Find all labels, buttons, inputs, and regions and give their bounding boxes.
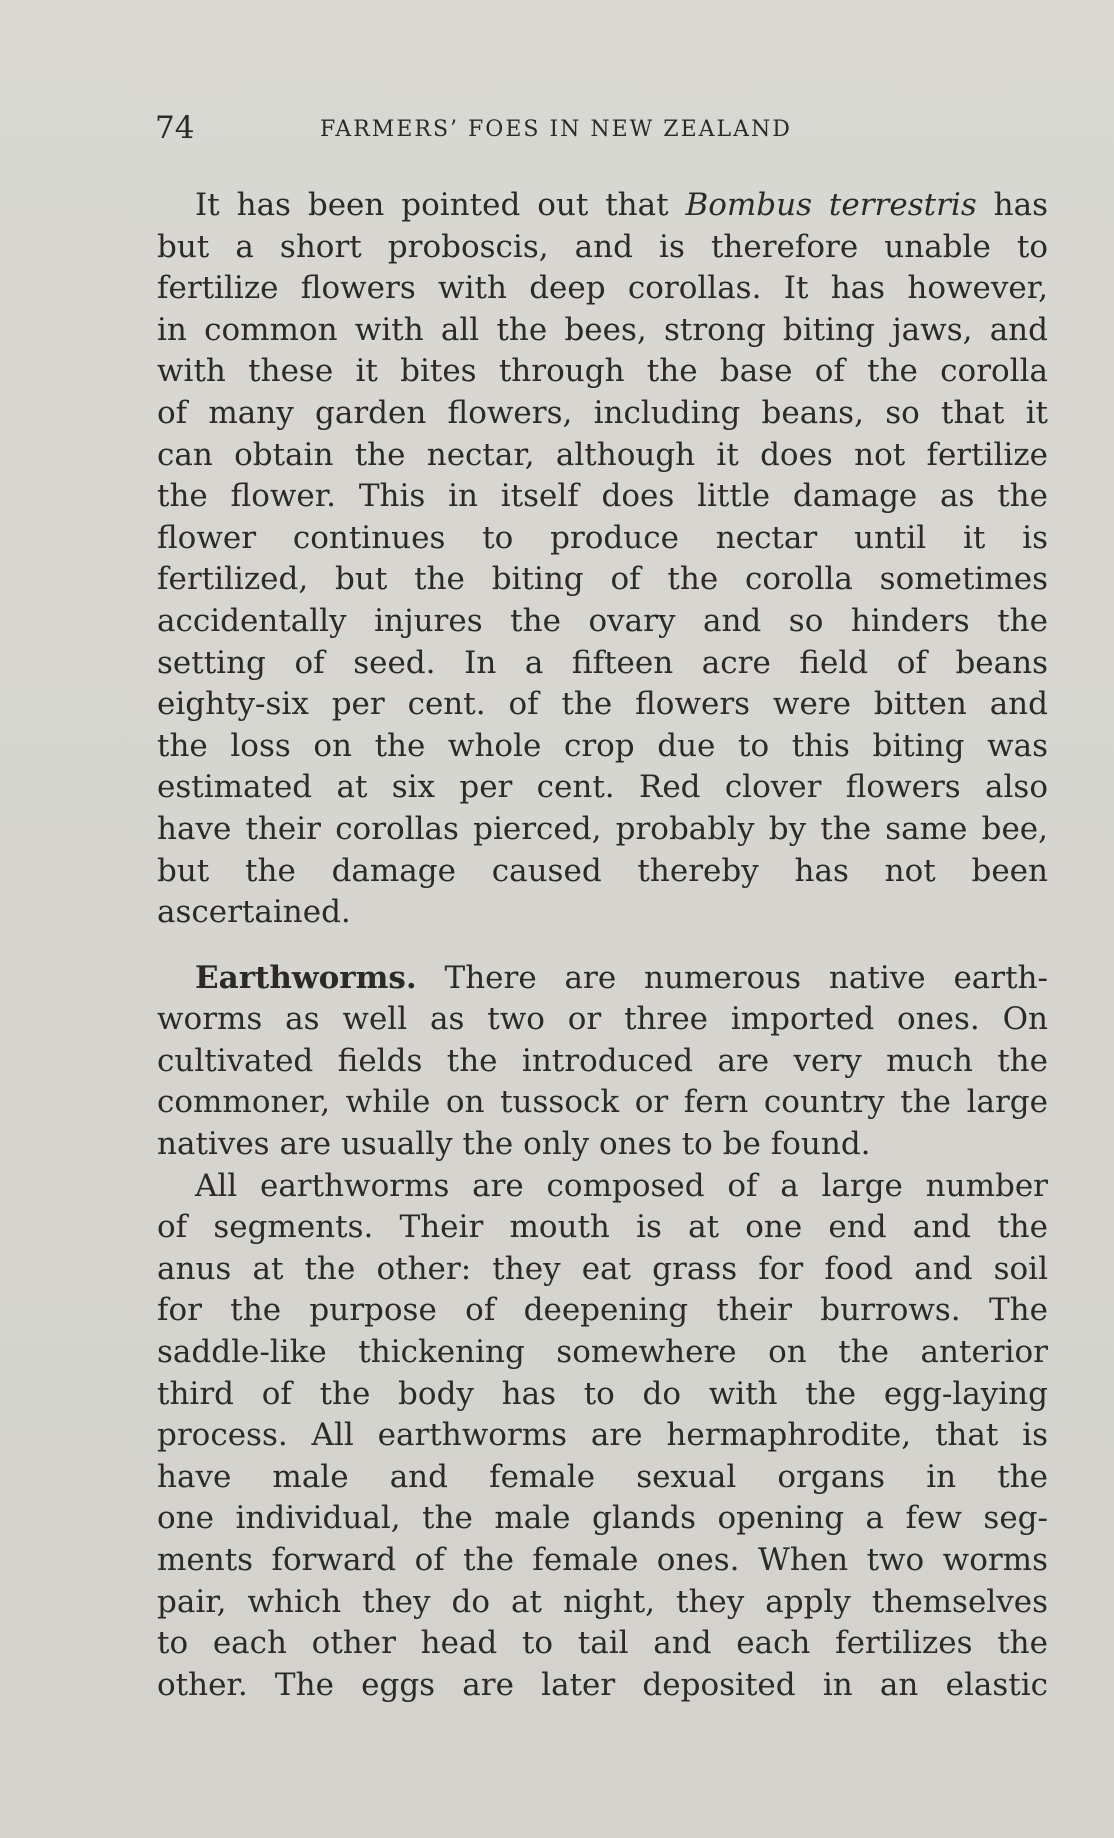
page-header [155,108,1060,148]
text-line: Earthworms. There are numerous native earth- [195,959,1048,996]
text-line: fertilized, but the biting of the corolla sometimes [157,561,1048,598]
text-line: worms as well as two or three imported ones. On [157,1001,1048,1038]
text-line: third of the body has to do with the egg-laying [157,1375,1048,1412]
text-line: anus at the other: they eat grass for food and soil [157,1250,1048,1287]
text-line: other. The eggs are later deposited in an elastic [157,1666,1048,1703]
text-line: of many garden flowers, including beans, so that it [157,394,1048,431]
page-number: 74 [155,110,195,146]
text-line: of segments. Their mouth is at one end and the [157,1209,1048,1246]
text-line: setting of seed. In a fifteen acre field of beans [157,644,1048,681]
text-line: flower continues to produce nectar until it is [157,519,1048,556]
text-line: to each other head to tail and each fertilizes the [157,1625,1048,1662]
section-heading: Earthworms. [195,959,417,996]
text-line: cultivated fields the introduced are very much the [157,1042,1048,1079]
text-line: eighty-six per cent. of the flowers were bitten and [157,686,1048,723]
text-line: ascertained. [157,894,351,931]
paragraph-earthworm-anatomy [157,1166,1048,1707]
body-text [157,185,1048,1706]
text-line: commoner, while on tussock or fern country the large [157,1084,1048,1121]
text-line: natives are usually the only ones to be found. [157,1126,871,1163]
text-line: the loss on the whole crop due to this biting was [157,727,1048,764]
text-line: in common with all the bees, strong biting jaws, and [157,311,1048,348]
text-line: saddle-like thickening somewhere on the anterior [157,1334,1048,1371]
text-line: have male and female sexual organs in the [157,1458,1048,1495]
text-line: pair, which they do at night, they apply themselves [157,1583,1048,1620]
text-line: estimated at six per cent. Red clover flowers also [157,769,1048,806]
text-line: with these it bites through the base of the corolla [157,353,1048,390]
text-line: for the purpose of deepening their burrows. The [157,1292,1048,1329]
text-line: process. All earthworms are hermaphrodite, that is [157,1417,1048,1454]
paragraph-earthworms-intro [157,958,1048,1166]
text-line: but the damage caused thereby has not been [157,852,1048,889]
text-line: fertilize flowers with deep corollas. It has however, [157,270,1048,307]
paragraph-gap [157,934,1048,958]
text-line: accidentally injures the ovary and so hinders the [157,602,1048,639]
text-line: All earthworms are composed of a large number [195,1167,1048,1204]
paragraph-bumblebee [157,185,1048,934]
text-line: one individual, the male glands opening a few seg- [157,1500,1048,1537]
text-line: but a short proboscis, and is therefore unable to [157,228,1048,265]
text-line: the flower. This in itself does little damage as the [157,478,1048,515]
text-line: can obtain the nectar, although it does not fertilize [157,436,1048,473]
species-name: Bombus terrestris [685,187,977,223]
running-title: FARMERS’ FOES IN NEW ZEALAND [320,117,792,142]
text-line: ments forward of the female ones. When two worms [157,1542,1048,1578]
text-line: It has been pointed out that Bombus terrestris has [195,187,1048,223]
text-line: have their corollas pierced, probably by the same bee, [157,810,1048,847]
